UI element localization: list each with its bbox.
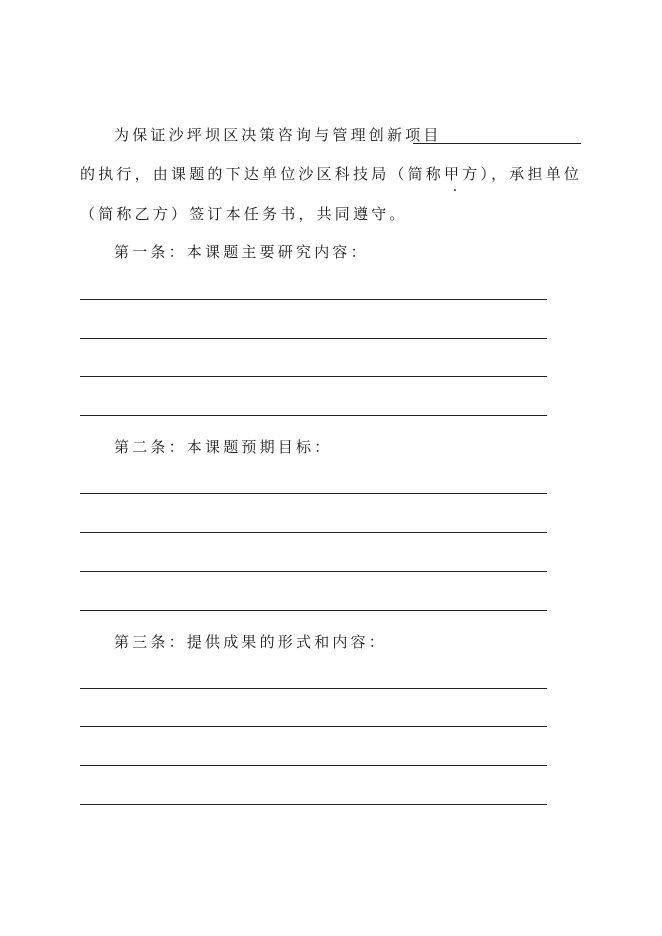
article-3-answer-line[interactable] <box>80 765 547 766</box>
article-3-answer-line[interactable] <box>80 688 547 689</box>
article-1-answer-line[interactable] <box>80 415 547 416</box>
intro-line-1: 为保证沙坪坝区决策咨询与管理创新项目 <box>114 126 442 144</box>
article-3-answer-line[interactable] <box>80 804 547 805</box>
article-1-answer-line[interactable] <box>80 376 547 377</box>
intro-line-3: （简称乙方）签订本任务书，共同遵守。 <box>80 205 408 223</box>
article-3-heading: 第三条：提供成果的形式和内容： <box>114 633 388 651</box>
article-2-answer-line[interactable] <box>80 532 547 533</box>
article-2-answer-line[interactable] <box>80 610 547 611</box>
article-2-answer-line[interactable] <box>80 493 547 494</box>
article-3-answer-line[interactable] <box>80 726 547 727</box>
article-1-heading: 第一条：本课题主要研究内容： <box>114 243 369 261</box>
article-2-heading: 第二条：本课题预期目标： <box>114 438 333 456</box>
article-1-answer-line[interactable] <box>80 338 547 339</box>
stray-dot <box>454 189 456 191</box>
article-1-answer-line[interactable] <box>80 299 547 300</box>
intro-line-2: 的执行，由课题的下达单位沙区科技局（简称甲方），承担单位 <box>80 165 583 183</box>
article-2-answer-line[interactable] <box>80 571 547 572</box>
project-name-blank[interactable] <box>413 143 581 144</box>
